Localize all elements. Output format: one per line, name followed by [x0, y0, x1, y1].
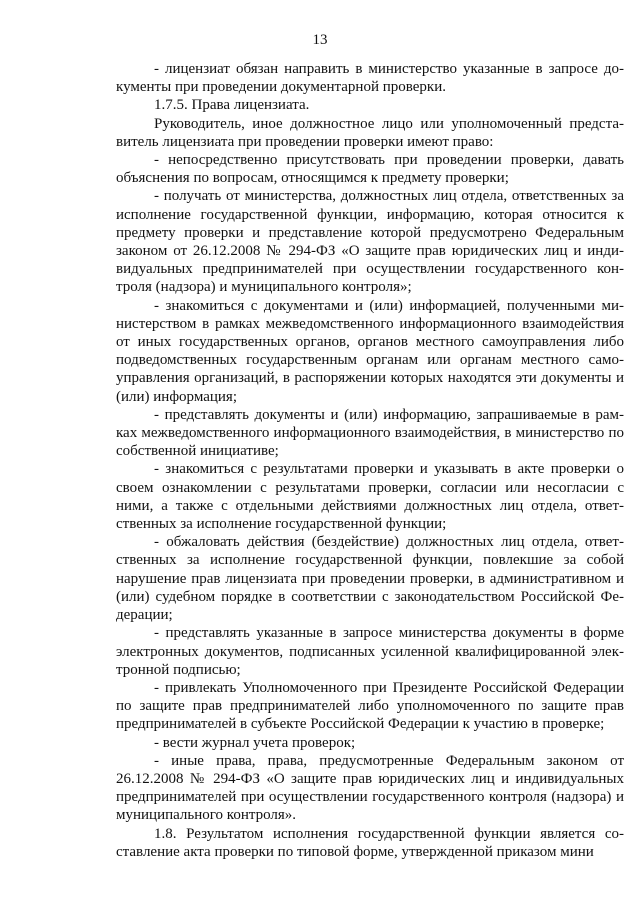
paragraph-rights-intro: Руководитель, иное должностное лицо или уполномоченный представитель лицензиата при проведении проверки имеют право:: [116, 115, 624, 150]
paragraph-right-review-results: - знакомиться с результатами проверки и указывать в акте проверки о своем ознакомлении с результатами проверки, согласии или несогласии с ними, а также с отдельными действиями должностных лиц отдела, ответственных за исполнение государственной функции;: [116, 461, 624, 533]
section-heading-license-holder-rights: 1.7.5. Права лицензиата.: [154, 97, 310, 114]
paragraph-right-receive-information: - получать от министерства, должностных лиц отдела, ответственных за исполнение государственной функции, информацию, которая относится к предмету проверки и представление которой предусмотрено Федеральным законом от 26.12.2008 № 294-ФЗ «О защите прав юридических лиц и индивидуальных предпринимателей при осуществлении государственного контроля (надзора) и муниципального контроля»;: [116, 188, 624, 296]
paragraph-right-attend: - непосредственно присутствовать при проведении проверки, давать объяснения по вопросам, относящимся к предмету проверки;: [116, 152, 624, 187]
paragraph-function-result: 1.8. Результатом исполнения государственной функции является составление акта проверки по типовой форме, утвержденной приказом мини: [116, 825, 624, 860]
paragraph-license-holder-obligation: - лицензиат обязан направить в министерство указанные в запросе документы при проведении документарной проверки.: [116, 61, 624, 96]
page-number: 13: [312, 32, 328, 48]
paragraph-other-rights: - иные права, права, предусмотренные Федеральным законом от 26.12.2008 № 294-ФЗ «О защите прав юридических лиц и индивидуальных предпринимателей при осуществлении государственного контроля (надзора) и муниципального контроля».: [116, 752, 624, 824]
document-body: [116, 60, 624, 861]
paragraph-right-keep-journal: - вести журнал учета проверок;: [154, 734, 356, 751]
paragraph-right-submit-documents: - представлять документы и (или) информацию, запрашиваемые в рамках межведомственного информационного взаимодействия, в министерство по собственной инициативе;: [116, 406, 624, 460]
paragraph-right-review-documents: - знакомиться с документами и (или) информацией, полученными министерством в рамках межведомственного информационного взаимодействия от иных государственных органов, органов местного самоуправления либо подведомственных государственным органам или органам местного самоуправления организаций, в распоряжении которых находятся эти документы и (или) информация;: [116, 297, 624, 405]
paragraph-right-appeal: - обжаловать действия (бездействие) должностных лиц отдела, ответственных за исполнение государственной функции, повлекшие за собой нарушение прав лицензиата при проведении проверки, в административном и (или) судебном порядке в соответствии с законодательством Российской Федерации;: [116, 534, 624, 624]
paragraph-right-electronic-documents: - представлять указанные в запросе министерства документы в форме электронных документов, подписанных усиленной квалифицированной электронной подписью;: [116, 625, 624, 678]
paragraph-right-involve-ombudsman: - привлекать Уполномоченного при Президенте Российской Федерации по защите прав предпринимателей либо уполномоченного по защите прав предпринимателей в субъекте Российской Федерации к участию в проверке;: [116, 679, 624, 733]
